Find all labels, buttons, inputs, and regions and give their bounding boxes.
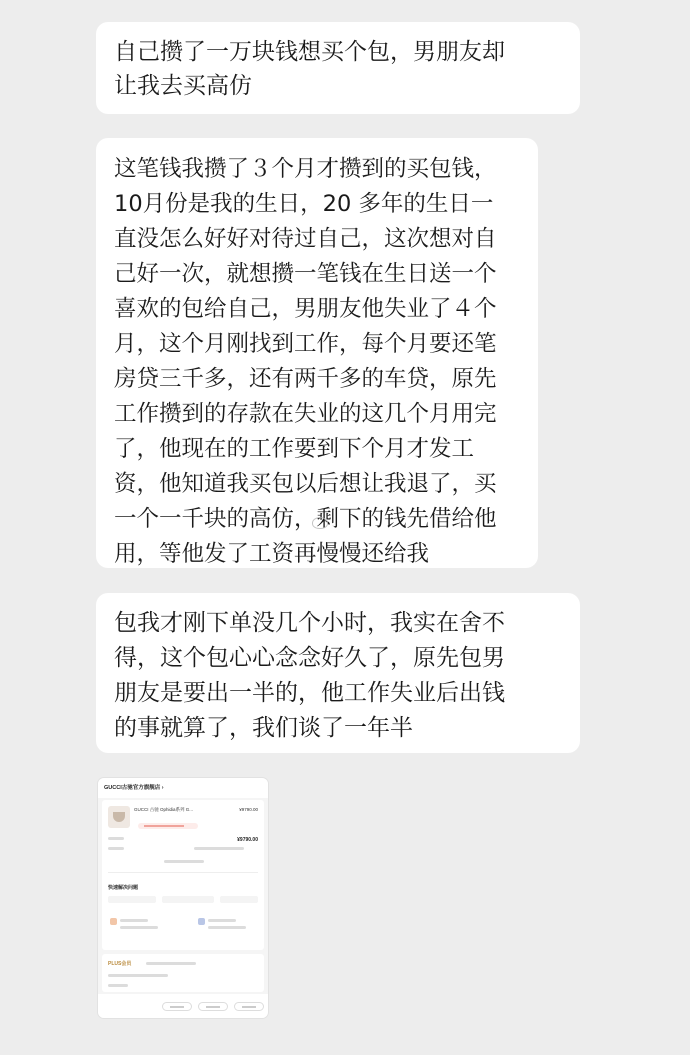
store-service-icon (110, 918, 117, 925)
screenshot-bottom-bar (98, 994, 268, 1018)
screenshot-plus-card (102, 954, 264, 992)
screenshot-text-line (108, 837, 124, 840)
screenshot-help-chip (108, 896, 156, 903)
screenshot-divider (108, 872, 258, 873)
screenshot-text-line (208, 926, 246, 929)
watermark (312, 511, 407, 533)
screenshot-store-name: GUCCI古驰官方旗舰店 › (104, 785, 164, 791)
message-bubble-2[interactable] (96, 138, 538, 568)
screenshot-price: ¥9790.00 (239, 807, 258, 812)
screenshot-text-line (164, 860, 204, 863)
screenshot-help-title: 快速解决问题 (108, 885, 139, 891)
weibo-icon (312, 517, 328, 529)
message-bubble-1[interactable] (96, 22, 580, 114)
screenshot-text-line (208, 919, 236, 922)
screenshot-plus-label: PLUS会员 (108, 961, 132, 967)
screenshot-help-chip (220, 896, 258, 903)
message-text: 自己攒了一万块钱想买个包，男朋友却 让我去买高仿 (114, 39, 505, 99)
screenshot-text-line (146, 962, 196, 965)
message-text: 包我才刚下单没几个小时，我实在舍不 得，这个包心心念念好久了，原先包男 朋友是要出一半的，他工作失业后出钱 的事就算了，我们谈了一年半 (114, 610, 505, 741)
screenshot-header (98, 778, 268, 798)
screenshot-paid-amount: ¥9790.00 (237, 837, 258, 843)
screenshot-text-line (120, 926, 158, 929)
delivery-icon (198, 918, 205, 925)
screenshot-promo-bar (138, 823, 198, 829)
screenshot-help-chip (162, 896, 214, 903)
screenshot-product-name: GUCCI 古驰 Ophidia系列 G... (134, 807, 194, 812)
screenshot-text-line (120, 919, 148, 922)
message-bubble-3[interactable] (96, 593, 580, 753)
screenshot-text-line (108, 974, 168, 977)
screenshot-text-line (108, 984, 128, 987)
screenshot-action-button (198, 1002, 228, 1011)
screenshot-text-line (194, 847, 244, 850)
screenshot-text-line (108, 847, 124, 850)
screenshot-action-button (234, 1002, 264, 1011)
screenshot-order-card (102, 800, 264, 950)
screenshot-action-button (162, 1002, 192, 1011)
message-text: 这笔钱我攒了３个月才攒到的买包钱， 10月份是我的生日，20 多年的生日一 直没怎么好好对待过自己，这次想对自 己好一次，就想攒一笔钱在生日送一个 喜欢的包给自己，男朋友他失业了４个 月，这个月刚找到工作，每个月要还笔 房贷三千多，还有两千多的车贷，原先 工作攒到的存款在失业的这几个月用完 了，他现在的工作要到下个月才发工 资，他知道我买包以后想让我退了，买 一个一千块的高仿，剩下的钱先借给他 用，等他发了工资再慢慢还给我 (114, 156, 497, 567)
bag-image (108, 806, 130, 828)
order-screenshot-image[interactable] (98, 778, 268, 1018)
